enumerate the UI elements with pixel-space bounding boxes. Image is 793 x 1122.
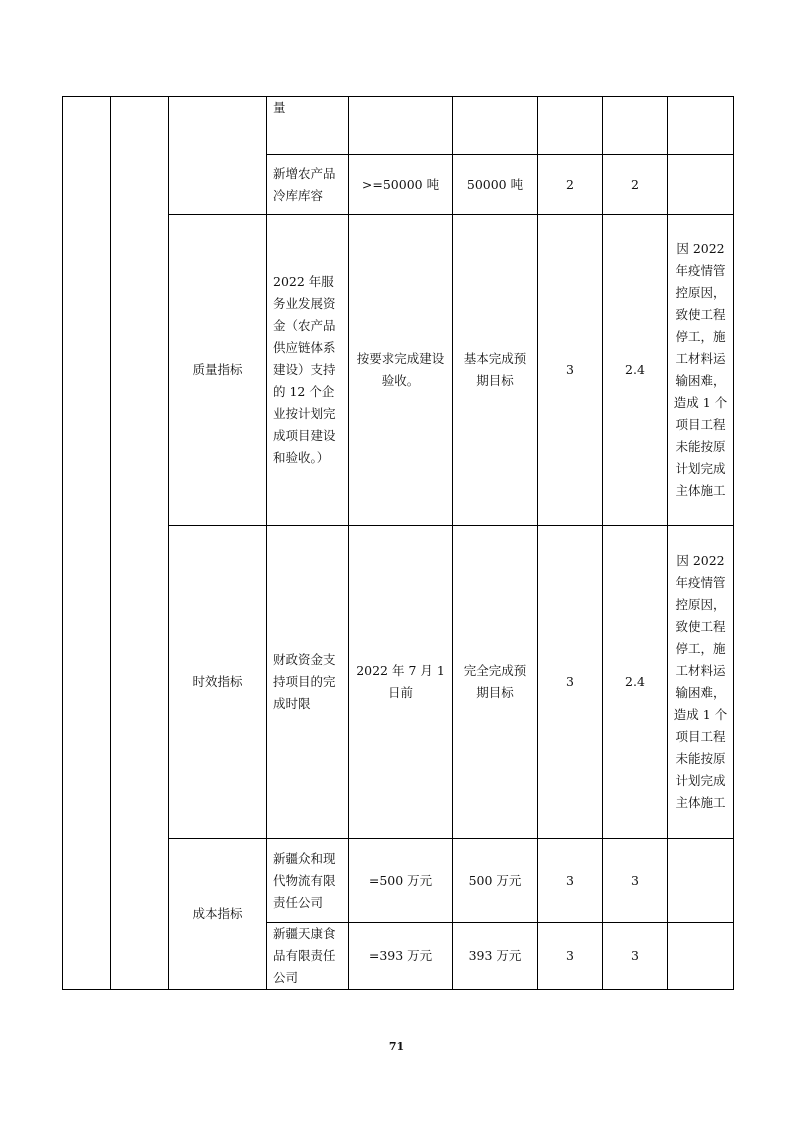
level1-cell	[63, 97, 111, 990]
target-cell: =500 万元	[349, 839, 453, 923]
score-cell: 2.4	[603, 526, 668, 839]
quantity-category-cell	[169, 97, 267, 215]
indicator-cell: 新增农产品冷库库容	[267, 155, 349, 215]
actual-cell: 基本完成预期目标	[453, 215, 538, 526]
weight-cell: 3	[538, 526, 603, 839]
page-number: 71	[388, 1040, 405, 1053]
score-cell: 3	[603, 839, 668, 923]
target-cell: 按要求完成建设验收。	[349, 215, 453, 526]
actual-cell: 完全完成预期目标	[453, 526, 538, 839]
category-cell: 成本指标	[169, 839, 267, 990]
indicator-cell: 新疆众和现代物流有限责任公司	[267, 839, 349, 923]
actual-cell: 50000 吨	[453, 155, 538, 215]
score-cell: 2.4	[603, 215, 668, 526]
note-cell	[668, 839, 734, 923]
actual-cell: 500 万元	[453, 839, 538, 923]
weight-cell: 3	[538, 923, 603, 990]
indicator-cell: 新疆天康食品有限责任公司	[267, 923, 349, 990]
performance-table	[62, 96, 734, 990]
weight-cell: 2	[538, 155, 603, 215]
note-cell	[668, 155, 734, 215]
note-cell: 因 2022 年疫情管控原因，致使工程停工，施工材料运输困难，造成 1 个项目工程未能按原计划完成主体施工	[668, 215, 734, 526]
target-cell: =393 万元	[349, 923, 453, 990]
actual-cell	[453, 97, 538, 155]
note-cell: 因 2022 年疫情管控原因，致使工程停工，施工材料运输困难，造成 1 个项目工程未能按原计划完成主体施工	[668, 526, 734, 839]
target-cell: >=50000 吨	[349, 155, 453, 215]
actual-cell: 393 万元	[453, 923, 538, 990]
score-cell	[603, 97, 668, 155]
category-cell: 时效指标	[169, 526, 267, 839]
indicator-cell: 财政资金支持项目的完成时限	[267, 526, 349, 839]
weight-cell: 3	[538, 215, 603, 526]
target-cell	[349, 97, 453, 155]
note-cell	[668, 97, 734, 155]
score-cell: 3	[603, 923, 668, 990]
weight-cell	[538, 97, 603, 155]
indicator-cell: 量	[267, 97, 349, 155]
target-cell: 2022 年 7 月 1 日前	[349, 526, 453, 839]
indicator-cell: 2022 年服务业发展资金（农产品供应链体系建设）支持的 12 个企业按计划完成项目建设和验收。）	[267, 215, 349, 526]
table-row	[63, 97, 734, 155]
category-cell: 质量指标	[169, 215, 267, 526]
score-cell: 2	[603, 155, 668, 215]
note-cell	[668, 923, 734, 990]
level2-cell	[111, 97, 169, 990]
weight-cell: 3	[538, 839, 603, 923]
